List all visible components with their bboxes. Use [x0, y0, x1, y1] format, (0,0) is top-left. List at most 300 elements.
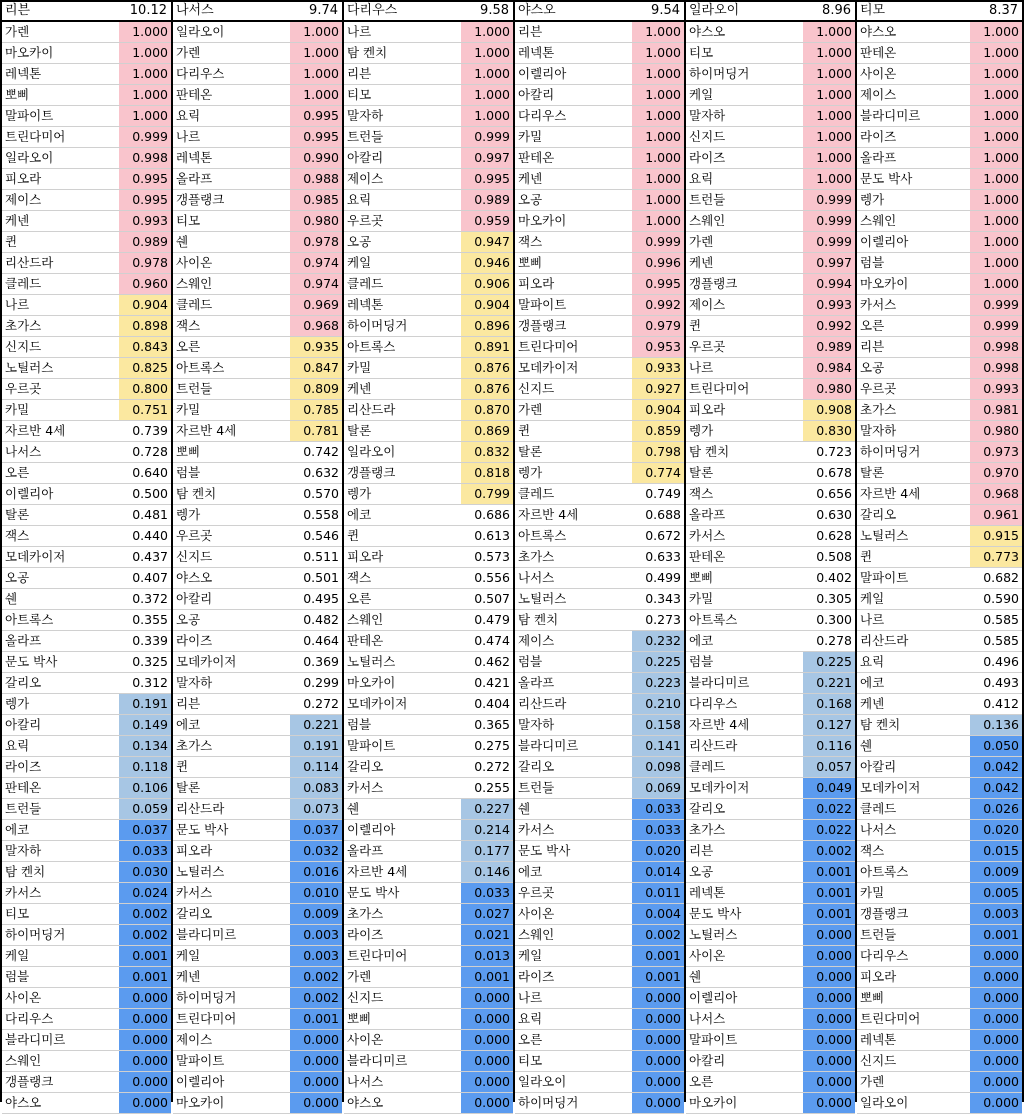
matchup-value: 0.935: [290, 337, 342, 357]
opponent-name: 가렌: [176, 45, 201, 60]
matchup-value: 0.069: [632, 778, 684, 798]
matchup-value: 0.141: [632, 736, 684, 756]
matchup-value: 0.981: [970, 400, 1022, 420]
table-row: [173, 337, 342, 358]
matchup-value: 0.365: [474, 717, 510, 732]
table-row: [173, 190, 342, 211]
matchup-value: 0.830: [803, 421, 855, 441]
matchup-value: 0.000: [119, 1051, 171, 1071]
matchup-value: 0.500: [132, 486, 168, 501]
matchup-value: 0.904: [119, 295, 171, 315]
table-row: [344, 1051, 513, 1072]
table-row: [173, 232, 342, 253]
matchup-value: 0.995: [290, 127, 342, 147]
opponent-name: 갈리오: [5, 675, 42, 690]
opponent-name: 스웨인: [5, 1053, 42, 1068]
matchup-value: 0.978: [290, 232, 342, 252]
matchup-value: 1.000: [632, 85, 684, 105]
matchup-value: 0.876: [461, 358, 513, 378]
matchup-value: 0.005: [970, 883, 1022, 903]
opponent-name: 갱플랭크: [518, 318, 567, 333]
matchup-value: 0.723: [816, 444, 852, 459]
opponent-name: 갈리오: [518, 759, 555, 774]
table-row: [173, 169, 342, 190]
matchup-value: 1.000: [632, 127, 684, 147]
opponent-name: 레넥톤: [518, 45, 555, 60]
opponent-name: 탈론: [689, 465, 714, 480]
matchup-value: 0.042: [970, 778, 1022, 798]
matchup-value: 0.000: [970, 988, 1022, 1008]
opponent-name: 갈리오: [176, 906, 213, 921]
table-row: [2, 883, 171, 904]
table-row: [686, 484, 855, 505]
table-row: [686, 1072, 855, 1093]
opponent-name: 뽀삐: [5, 87, 30, 102]
opponent-name: 뽀삐: [860, 990, 885, 1005]
table-row: [2, 799, 171, 820]
table-row: [515, 568, 684, 589]
matchup-value: 0.030: [119, 862, 171, 882]
opponent-name: 갱플랭크: [347, 465, 396, 480]
opponent-name: 피오라: [689, 402, 726, 417]
opponent-name: 렝가: [860, 192, 885, 207]
matchup-value: 0.891: [461, 337, 513, 357]
opponent-name: 블라디미르: [176, 927, 237, 942]
opponent-name: 마오카이: [5, 45, 54, 60]
matchup-value: 0.042: [970, 757, 1022, 777]
table-row: [344, 967, 513, 988]
opponent-name: 럼블: [176, 465, 201, 480]
table-row: [173, 526, 342, 547]
matchup-value: 0.001: [119, 967, 171, 987]
opponent-name: 갈리오: [689, 801, 726, 816]
table-row: [686, 190, 855, 211]
matchup-value: 0.083: [290, 778, 342, 798]
matchup-value: 0.999: [803, 190, 855, 210]
opponent-name: 트린다미어: [860, 1011, 921, 1026]
table-row: [344, 610, 513, 631]
opponent-name: 나르: [347, 24, 372, 39]
opponent-name: 오른: [176, 339, 201, 354]
matchup-value: 0.312: [132, 675, 168, 690]
table-row: [344, 463, 513, 484]
opponent-name: 트런들: [347, 129, 384, 144]
opponent-name: 하이머딩거: [860, 444, 921, 459]
opponent-name: 요릭: [860, 654, 885, 669]
table-row: [515, 883, 684, 904]
opponent-name: 나서스: [5, 444, 42, 459]
opponent-name: 렝가: [347, 486, 372, 501]
matchup-value: 0.013: [461, 946, 513, 966]
matchup-value: 0.672: [645, 528, 681, 543]
matchup-value: 0.999: [970, 295, 1022, 315]
matchup-value: 0.974: [290, 274, 342, 294]
table-row: [515, 316, 684, 337]
opponent-name: 리산드라: [176, 801, 225, 816]
opponent-name: 자르반 4세: [860, 486, 921, 501]
opponent-name: 다리우스: [176, 66, 225, 81]
matchup-value: 0.993: [803, 295, 855, 315]
opponent-name: 문도 박사: [518, 843, 571, 858]
table-row: [686, 799, 855, 820]
matchup-value: 0.980: [970, 421, 1022, 441]
matchup-value: 0.000: [632, 1009, 684, 1029]
table-row: [686, 988, 855, 1009]
table-row: [344, 988, 513, 1009]
table-row: [857, 883, 1022, 904]
matchup-value: 0.003: [290, 925, 342, 945]
table-row: [344, 232, 513, 253]
opponent-name: 말파이트: [347, 738, 396, 753]
opponent-name: 티모: [5, 906, 30, 921]
matchup-value: 0.896: [461, 316, 513, 336]
matchup-value: 0.570: [303, 486, 339, 501]
opponent-name: 잭스: [860, 843, 885, 858]
matchup-value: 0.751: [119, 400, 171, 420]
matchup-value: 0.974: [290, 253, 342, 273]
opponent-name: 리븐: [860, 339, 885, 354]
table-row: [2, 1030, 171, 1051]
opponent-name: 케일: [518, 948, 543, 963]
opponent-name: 말자하: [176, 675, 213, 690]
matchup-value: 0.404: [474, 696, 510, 711]
champion-name: 다리우스: [347, 3, 398, 18]
opponent-name: 말파이트: [176, 1053, 225, 1068]
matchup-value: 0.114: [290, 757, 342, 777]
matchup-value: 0.995: [461, 169, 513, 189]
table-row: [173, 1093, 342, 1114]
opponent-name: 이렐리아: [5, 486, 54, 501]
table-row: [857, 211, 1022, 232]
opponent-name: 리븐: [347, 66, 372, 81]
matchup-value: 0.050: [970, 736, 1022, 756]
matchup-value: 0.978: [119, 253, 171, 273]
matchup-value: 1.000: [461, 43, 513, 63]
table-row: [686, 358, 855, 379]
table-row: [857, 925, 1022, 946]
table-row: [686, 1009, 855, 1030]
table-row: [344, 1009, 513, 1030]
column-header: [686, 0, 855, 22]
opponent-name: 트린다미어: [176, 1011, 237, 1026]
table-row: [686, 757, 855, 778]
opponent-name: 티모: [689, 45, 714, 60]
matchup-value: 1.000: [803, 64, 855, 84]
table-row: [344, 799, 513, 820]
table-row: [173, 1072, 342, 1093]
opponent-name: 가렌: [518, 402, 543, 417]
opponent-name: 블라디미르: [347, 1053, 408, 1068]
table-row: [857, 358, 1022, 379]
matchup-value: 0.001: [803, 904, 855, 924]
matchup-value: 0.158: [632, 715, 684, 735]
table-row: [344, 148, 513, 169]
table-row: [173, 421, 342, 442]
table-row: [686, 253, 855, 274]
opponent-name: 모데카이저: [5, 549, 66, 564]
opponent-name: 레넥톤: [689, 885, 726, 900]
matchup-value: 0.000: [970, 1093, 1022, 1113]
matchup-value: 0.656: [816, 486, 852, 501]
opponent-name: 럼블: [347, 717, 372, 732]
opponent-name: 올라프: [5, 633, 42, 648]
opponent-name: 나서스: [689, 1011, 726, 1026]
opponent-name: 퀸: [689, 318, 702, 333]
opponent-name: 자르반 4세: [347, 864, 408, 879]
table-row: [515, 484, 684, 505]
matchup-value: 0.678: [816, 465, 852, 480]
matchup-value: 0.556: [474, 570, 510, 585]
opponent-name: 아트록스: [860, 864, 909, 879]
opponent-name: 레넥톤: [176, 150, 213, 165]
table-row: [857, 127, 1022, 148]
champion-name: 일라오이: [689, 3, 740, 18]
table-row: [173, 463, 342, 484]
opponent-name: 라이즈: [176, 633, 213, 648]
table-row: [173, 778, 342, 799]
opponent-name: 리븐: [176, 696, 201, 711]
opponent-name: 퀸: [176, 759, 189, 774]
table-row: [515, 631, 684, 652]
matchup-value: 0.800: [119, 379, 171, 399]
matchup-value: 0.001: [632, 946, 684, 966]
matchup-value: 0.033: [632, 799, 684, 819]
table-row: [344, 295, 513, 316]
matchup-value: 0.904: [461, 295, 513, 315]
opponent-name: 일라오이: [347, 444, 396, 459]
opponent-name: 쉔: [176, 234, 189, 249]
matchup-value: 0.973: [970, 442, 1022, 462]
opponent-name: 케넨: [347, 381, 372, 396]
matchup-value: 0.002: [290, 988, 342, 1008]
table-row: [344, 358, 513, 379]
opponent-name: 잭스: [347, 570, 372, 585]
opponent-name: 케일: [176, 948, 201, 963]
opponent-name: 올라프: [689, 507, 726, 522]
matchup-value: 0.906: [461, 274, 513, 294]
opponent-name: 일라오이: [860, 1095, 909, 1110]
matchup-value: 0.001: [461, 967, 513, 987]
table-row: [686, 295, 855, 316]
opponent-name: 판테온: [347, 633, 384, 648]
opponent-name: 아칼리: [689, 1053, 726, 1068]
opponent-name: 탐 켄치: [518, 612, 559, 627]
column-header: [515, 0, 684, 22]
opponent-name: 일라오이: [176, 24, 225, 39]
matchup-value: 0.057: [803, 757, 855, 777]
table-row: [344, 883, 513, 904]
matchup-value: 0.686: [474, 507, 510, 522]
table-row: [173, 631, 342, 652]
matchup-value: 0.998: [119, 148, 171, 168]
champion-column: [513, 0, 684, 1110]
opponent-name: 오른: [518, 1032, 543, 1047]
matchup-value: 0.000: [803, 988, 855, 1008]
opponent-name: 마오카이: [176, 1095, 225, 1110]
opponent-name: 모데카이저: [689, 780, 750, 795]
matchup-value: 0.968: [970, 484, 1022, 504]
opponent-name: 퀸: [518, 423, 531, 438]
opponent-name: 오공: [5, 570, 30, 585]
opponent-name: 이렐리아: [860, 234, 909, 249]
table-row: [857, 379, 1022, 400]
matchup-value: 1.000: [803, 43, 855, 63]
opponent-name: 에코: [176, 717, 201, 732]
table-row: [515, 379, 684, 400]
opponent-name: 가렌: [5, 24, 30, 39]
opponent-name: 가렌: [347, 969, 372, 984]
matchup-value: 0.493: [983, 675, 1019, 690]
opponent-name: 레넥톤: [347, 297, 384, 312]
opponent-name: 뽀삐: [176, 444, 201, 459]
table-row: [857, 1093, 1022, 1114]
matchup-value: 0.573: [474, 549, 510, 564]
opponent-name: 리븐: [689, 843, 714, 858]
matchup-value: 0.632: [303, 465, 339, 480]
matchup-value: 0.225: [803, 652, 855, 672]
opponent-name: 트린다미어: [518, 339, 579, 354]
matchup-value: 1.000: [119, 64, 171, 84]
table-row: [686, 778, 855, 799]
table-row: [2, 568, 171, 589]
table-row: [2, 169, 171, 190]
matchup-value: 1.000: [632, 22, 684, 42]
matchup-value: 0.020: [632, 841, 684, 861]
matchup-value: 0.223: [632, 673, 684, 693]
matchup-value: 0.221: [803, 673, 855, 693]
opponent-name: 퀸: [5, 234, 18, 249]
matchup-value: 0.915: [970, 526, 1022, 546]
opponent-name: 오른: [689, 1074, 714, 1089]
matchup-value: 0.015: [970, 841, 1022, 861]
opponent-name: 클레드: [347, 276, 384, 291]
matchup-value: 0.014: [632, 862, 684, 882]
opponent-name: 에코: [518, 864, 543, 879]
table-row: [515, 106, 684, 127]
opponent-name: 스웨인: [176, 276, 213, 291]
opponent-name: 라이즈: [860, 129, 897, 144]
opponent-name: 카서스: [5, 885, 42, 900]
opponent-name: 퀸: [860, 549, 873, 564]
column-header: [344, 0, 513, 22]
opponent-name: 말파이트: [518, 297, 567, 312]
matchup-value: 0.996: [632, 253, 684, 273]
opponent-name: 블라디미르: [689, 675, 750, 690]
matchup-value: 1.000: [803, 148, 855, 168]
table-row: [173, 379, 342, 400]
table-row: [173, 64, 342, 85]
opponent-name: 나르: [860, 612, 885, 627]
champion-column: [0, 0, 171, 1110]
matchup-value: 0.255: [474, 780, 510, 795]
table-row: [2, 610, 171, 631]
table-row: [857, 463, 1022, 484]
matchup-value: 0.026: [970, 799, 1022, 819]
opponent-name: 클레드: [176, 297, 213, 312]
table-row: [857, 631, 1022, 652]
table-row: [686, 148, 855, 169]
table-row: [857, 694, 1022, 715]
table-row: [857, 967, 1022, 988]
opponent-name: 마오카이: [347, 675, 396, 690]
matchup-value: 0.002: [290, 967, 342, 987]
opponent-name: 이렐리아: [347, 822, 396, 837]
table-row: [344, 946, 513, 967]
opponent-name: 카밀: [518, 129, 543, 144]
matchup-value: 0.739: [132, 423, 168, 438]
table-row: [173, 148, 342, 169]
opponent-name: 모데카이저: [860, 780, 921, 795]
opponent-name: 하이머딩거: [347, 318, 408, 333]
table-row: [857, 1030, 1022, 1051]
opponent-name: 문도 박사: [689, 906, 742, 921]
table-row: [344, 547, 513, 568]
matchup-value: 0.818: [461, 463, 513, 483]
matchup-value: 0.278: [816, 633, 852, 648]
opponent-name: 자르반 4세: [176, 423, 237, 438]
table-row: [344, 43, 513, 64]
matchup-value: 0.116: [803, 736, 855, 756]
matchup-value: 0.210: [632, 694, 684, 714]
matchup-value: 0.000: [290, 1030, 342, 1050]
table-row: [173, 904, 342, 925]
matchup-value: 0.273: [645, 612, 681, 627]
champion-score: 10.12: [129, 3, 167, 18]
opponent-name: 갈리오: [860, 507, 897, 522]
opponent-name: 우르곳: [518, 885, 555, 900]
table-row: [857, 484, 1022, 505]
table-row: [686, 22, 855, 43]
table-row: [515, 778, 684, 799]
table-row: [857, 778, 1022, 799]
table-row: [344, 1030, 513, 1051]
matchup-value: 0.000: [632, 988, 684, 1008]
table-row: [173, 547, 342, 568]
table-row: [173, 358, 342, 379]
table-row: [686, 967, 855, 988]
opponent-name: 오공: [518, 192, 543, 207]
opponent-name: 트런들: [176, 381, 213, 396]
table-row: [2, 211, 171, 232]
opponent-name: 트린다미어: [347, 948, 408, 963]
table-row: [2, 85, 171, 106]
matchup-value: 0.009: [290, 904, 342, 924]
matchup-value: 0.000: [803, 1051, 855, 1071]
matchup-value: 1.000: [290, 22, 342, 42]
table-row: [344, 337, 513, 358]
opponent-name: 퀸: [347, 528, 360, 543]
table-row: [344, 421, 513, 442]
table-row: [686, 421, 855, 442]
table-row: [173, 274, 342, 295]
table-row: [857, 820, 1022, 841]
matchup-value: 1.000: [970, 22, 1022, 42]
matchup-value: 0.847: [290, 358, 342, 378]
opponent-name: 가렌: [689, 234, 714, 249]
champion-score: 9.54: [651, 3, 680, 18]
opponent-name: 아칼리: [176, 591, 213, 606]
matchup-value: 0.022: [803, 799, 855, 819]
opponent-name: 티모: [347, 87, 372, 102]
table-row: [2, 358, 171, 379]
matchup-value: 1.000: [970, 148, 1022, 168]
table-row: [344, 127, 513, 148]
matchup-value: 0.832: [461, 442, 513, 462]
table-row: [173, 1051, 342, 1072]
opponent-name: 케일: [347, 255, 372, 270]
matchup-value: 0.640: [132, 465, 168, 480]
table-row: [515, 421, 684, 442]
